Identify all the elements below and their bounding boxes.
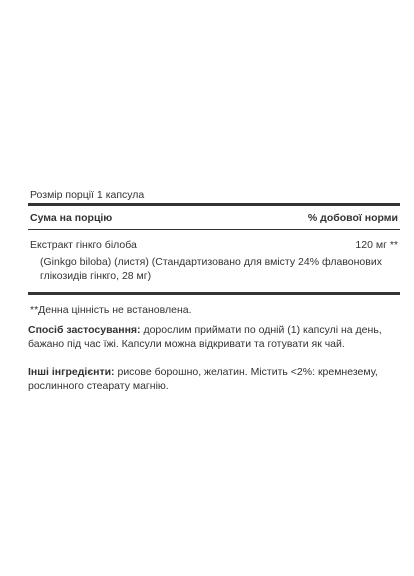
- daily-value-footnote: **Денна цінність не встановлена.: [30, 304, 192, 316]
- ingredient-row: [28, 230, 400, 255]
- usage-label: Спосіб застосування:: [28, 324, 141, 336]
- other-ingredients-section: [28, 365, 400, 393]
- usage-section: [28, 323, 400, 351]
- daily-value-label: % добової норми: [307, 212, 398, 224]
- supplement-facts-table: [28, 188, 400, 317]
- other-ingredients-text: рисове борошно, желатин. Містить <2%: кремнезему, рослинного стеарату магнію.: [28, 366, 378, 392]
- facts-header: [28, 206, 400, 230]
- other-ingredients-label: Інші інгредієнти:: [28, 366, 115, 378]
- amount-per-serving-label: Сума на порцію: [30, 212, 113, 224]
- ingredient-detail: (Ginkgo biloba) (листя) (Стандартизовано для вмісту 24% флавонових глікозидів гінкго, 28 мг): [28, 255, 400, 295]
- serving-size: Розмір порції 1 капсула: [28, 188, 400, 206]
- ingredient-amount: 120 мг **: [355, 239, 398, 251]
- usage-text: дорослим приймати по одній (1) капсулі на день, бажано під час їжі. Капсули можна відкривати та готувати як чай.: [28, 324, 382, 350]
- ingredient-name: Екстракт гінкго білоба: [30, 239, 137, 251]
